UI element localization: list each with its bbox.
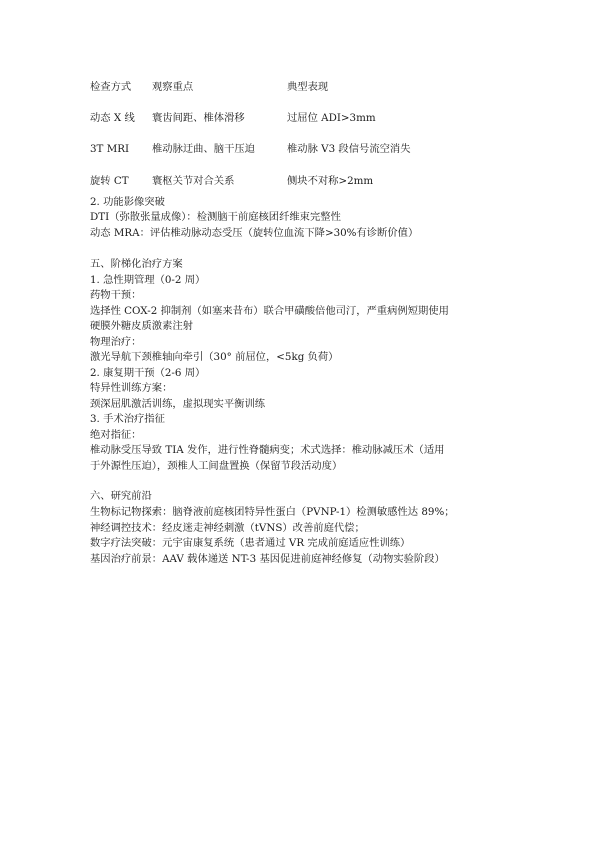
paragraph-line: 数字疗法突破：元宇宙康复系统（患者通过 VR 完成前庭适应性训练）	[90, 537, 411, 549]
table-header-finding: 典型表现	[287, 81, 329, 93]
table-cell: 侧块不对称>2mm	[287, 175, 374, 187]
paragraph-line: 动态 MRA：评估椎动脉动态受压（旋转位血流下降>30%有诊断价值）	[90, 227, 419, 239]
section-heading: 五、阶梯化治疗方案	[90, 258, 183, 270]
paragraph-line: 3. 手术治疗指征	[90, 413, 165, 425]
paragraph-line: 1. 急性期管理（0-2 周）	[90, 274, 206, 286]
paragraph-line: 椎动脉受压导致 TIA 发作，进行性脊髓病变；术式选择：椎动脉减压术（适用	[90, 444, 445, 456]
paragraph-line: 激光导航下颈椎轴向牵引（30° 前屈位，<5kg 负荷）	[90, 351, 339, 363]
table-cell: 椎动脉迂曲、脑干压迫	[152, 143, 255, 155]
table-cell: 旋转 CT	[90, 175, 129, 187]
paragraph-line: 特异性训练方案：	[90, 382, 173, 394]
section-heading: 六、研究前沿	[90, 490, 152, 502]
paragraph-line: 药物干预：	[90, 289, 142, 301]
paragraph-line: 基因治疗前景：AAV 载体递送 NT-3 基因促进前庭神经修复（动物实验阶段）	[90, 553, 445, 565]
table-cell: 动态 X 线	[90, 112, 135, 124]
table-cell: 3T MRI	[90, 143, 130, 155]
paragraph-line: 物理治疗：	[90, 336, 142, 348]
paragraph-line: 于外源性压迫），颈椎人工间盘置换（保留节段活动度）	[90, 460, 343, 472]
table-cell: 寰齿间距、椎体滑移	[152, 112, 245, 124]
paragraph-line: 绝对指征：	[90, 429, 142, 441]
table-header-focus: 观察重点	[152, 81, 194, 93]
table-cell: 椎动脉 V3 段信号流空消失	[287, 143, 411, 155]
paragraph-line: 颈深屈肌激活训练，虚拟现实平衡训练	[90, 398, 266, 410]
paragraph-line: 选择性 COX-2 抑制剂（如塞来昔布）联合甲磺酸倍他司汀，严重病例短期使用	[90, 305, 449, 317]
paragraph-line: 生物标记物探索：脑脊液前庭核团特异性蛋白（PVNP-1）检测敏感性达 89%；	[90, 506, 455, 518]
paragraph-line: 神经调控技术：经皮迷走神经刺激（tVNS）改善前庭代偿；	[90, 522, 365, 534]
table-header-method: 检查方式	[90, 81, 132, 93]
table-cell: 过屈位 ADI>3mm	[287, 112, 376, 124]
paragraph-line: 硬膜外糖皮质激素注射	[90, 320, 193, 332]
section-heading: 2. 功能影像突破	[90, 196, 165, 208]
table-cell: 寰枢关节对合关系	[152, 175, 235, 187]
paragraph-line: DTI（弥散张量成像）：检测脑干前庭核团纤维束完整性	[90, 211, 341, 223]
paragraph-line: 2. 康复期干预（2-6 周）	[90, 367, 206, 379]
